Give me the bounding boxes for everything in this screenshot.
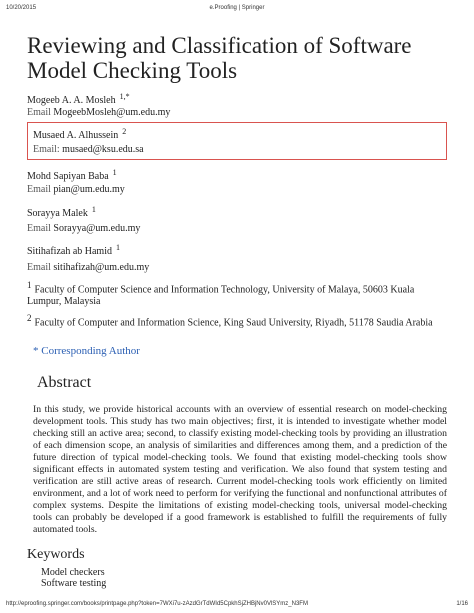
author-1 — [27, 92, 130, 106]
abstract-heading: Abstract — [37, 374, 92, 391]
author-2 — [33, 127, 126, 141]
author-1-email — [27, 107, 170, 118]
author-name: Mogeeb A. A. Mosleh — [27, 95, 116, 106]
email-label: Email — [27, 223, 51, 234]
author-name: Musaed A. Alhussein — [33, 130, 119, 141]
print-header — [0, 5, 474, 14]
author-4 — [27, 205, 96, 219]
email-label: Email: — [33, 144, 60, 155]
author-2-email — [33, 144, 144, 155]
author-affil-ref: 1 — [91, 205, 96, 214]
keyword-item: Model checkers — [41, 567, 105, 578]
author-5 — [27, 243, 120, 257]
affiliation-text: Faculty of Computer and Information Science, King Saud University, Riyadh, 51178 Saudia Arabia — [34, 317, 433, 329]
author-name: Mohd Sapiyan Baba — [27, 171, 109, 182]
print-footer — [0, 601, 474, 610]
email-label: Email — [27, 107, 51, 118]
affiliation-2 — [27, 312, 447, 329]
print-page-title: e.Proofing | Springer — [209, 5, 265, 11]
email-address[interactable]: MogeebMosleh@um.edu.my — [53, 107, 171, 118]
affiliation-number: 2 — [27, 313, 32, 323]
author-affil-ref: 2 — [122, 127, 127, 136]
author-name: Sitihafizah ab Hamid — [27, 246, 112, 257]
abstract-text: In this study, we provide historical accounts with an overview of essential research on model-checking development tools. This study has two main objectives; first, it is intended to investigate whether model checking still an active area; second, to classify existing model-checking tools by providing an illustration of each dimension scope, an analysis of similarities and differences among them, and a prediction of the future direction of typical model-checking tools. We found that existing model-checking tools show significant effects in automated system testing and verification. We also found that system testing and verification are still active areas of research. Current model-checking tools work efficiently on limited environment, and a lot of work need to perform for verifying the functional and nonfunctional attributes of complex systems. Despite the limitations of existing model-checking tools, universal model-checking tools can probably be developed if a good framework is established to fulfill the requirements of fully automated tools. — [33, 404, 447, 535]
print-page-number: 1/16 — [456, 601, 468, 607]
keywords-heading: Keywords — [27, 547, 85, 562]
author-3-email — [27, 184, 125, 195]
paper-title: Reviewing and Classification of Software Model Checking Tools — [27, 33, 412, 83]
affiliation-1 — [27, 279, 447, 308]
email-label: Email — [27, 262, 51, 273]
author-affil-ref: 1 — [115, 243, 120, 252]
author-affil-ref: 1 — [112, 168, 117, 177]
email-address[interactable]: pian@um.edu.my — [53, 184, 125, 195]
affiliation-text: Faculty of Computer Science and Information Technology, University of Malaya, 50603 Kuala Lumpur, Malaysia — [27, 284, 415, 308]
email-address[interactable]: Sorayya@um.edu.my — [53, 223, 141, 234]
corresponding-author-link[interactable]: * Corresponding Author — [33, 345, 140, 357]
email-address[interactable]: sitihafizah@um.edu.my — [53, 262, 150, 273]
author-affil-ref: 1,* — [119, 92, 130, 101]
print-url: http://eproofing.springer.com/books/printpage.php?token=7WXi7u-zAzdGrTdWId5CpkhSjZHBjNv0VlSYmz_N3FM — [6, 601, 308, 607]
author-5-email — [27, 262, 149, 273]
email-address[interactable]: musaed@ksu.edu.sa — [62, 144, 144, 155]
keywords-list — [41, 567, 106, 589]
affiliation-number: 1 — [27, 280, 32, 290]
keyword-item: Software testing — [41, 578, 107, 589]
email-label: Email — [27, 184, 51, 195]
print-date: 10/20/2015 — [6, 5, 37, 11]
author-name: Sorayya Malek — [27, 208, 88, 219]
author-4-email — [27, 223, 140, 234]
author-3 — [27, 168, 117, 182]
